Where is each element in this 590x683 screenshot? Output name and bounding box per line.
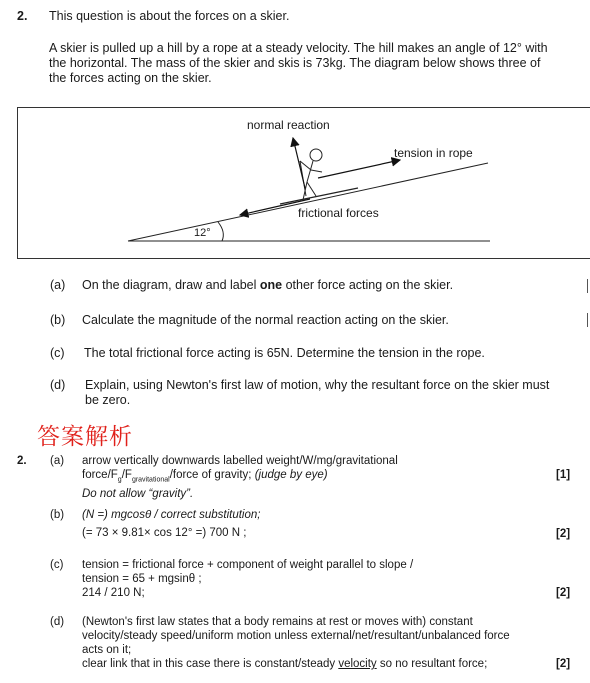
answer-text: tension = frictional force + component of weight parallel to slope / tension = 65 + mgsinθ ; 214 / 210 N; [82,559,414,599]
label-tension: tension in rope [394,146,473,160]
part-letter: (c) [50,346,65,360]
mark-d: [2] [556,658,571,670]
angle-arc [218,222,223,241]
answer-number: 2. [17,455,27,467]
intro-line: the forces acting on the skier. [49,71,212,85]
question-title: This question is about the forces on a skier. [49,9,290,23]
answer-text: arrow vertically downwards labelled weight/W/mg/gravitational force/$F_g/F_{gravitational}$/force of gravity; (judge by eye) Do not allow “gravity”. [82,455,398,501]
part-text: The total frictional force acting is 65N. Determine the tension in the rope. [84,346,485,360]
answer-letter: (b) [50,509,65,521]
intro-line: the horizontal. The mass of the skier and skis is 73kg. The diagram below shows three of [49,56,541,70]
answer-letter: (c) [50,559,64,571]
answer-text: (N =) mgcosθ / correct substitution; (= 73 × 9.81× cos 12° =) 700 N ; [82,509,261,539]
part-text: Calculate the magnitude of the normal reaction acting on the skier. [82,313,449,327]
part-text: On the diagram, draw and label one other force acting on the skier. [82,278,454,292]
intro-line: A skier is pulled up a hill by a rope at a steady velocity. The hill makes an angle of 12° with [49,41,548,55]
answer-line-mark [587,279,588,293]
skier-arm [311,170,322,172]
slope-line [128,163,488,241]
part-text: Explain, using Newton's first law of motion, why the resultant force on the skier must be zero. [85,378,550,407]
label-normal-reaction: normal reaction [247,118,330,132]
force-diagram [17,107,590,259]
label-friction: frictional forces [298,206,379,220]
mark-a: [1] [556,469,571,481]
skier-head [310,149,322,161]
question-number: 2. [17,9,28,23]
skier-body [307,161,313,182]
mark-c: [2] [556,587,571,599]
label-angle: 12° [194,227,211,239]
part-letter: (d) [50,378,66,392]
answer-heading: 答案解析 [37,424,133,450]
answer-letter: (d) [50,616,65,628]
answer-line-mark [587,313,588,327]
tension-arrow [318,160,400,178]
mark-b: [2] [556,528,571,540]
part-letter: (b) [50,313,66,327]
part-letter: (a) [50,278,66,292]
ski [280,188,358,204]
answer-letter: (a) [50,455,65,467]
question-intro [49,41,569,86]
answer-text: (Newton's first law states that a body remains at rest or moves with) constant velocity/steady speed/uniform motion unless external/net/resultant/unbalanced force acts on it; clear link that in this case there is constant/steady velocity so no resultant force; [82,616,510,670]
skier-leg [307,182,316,196]
